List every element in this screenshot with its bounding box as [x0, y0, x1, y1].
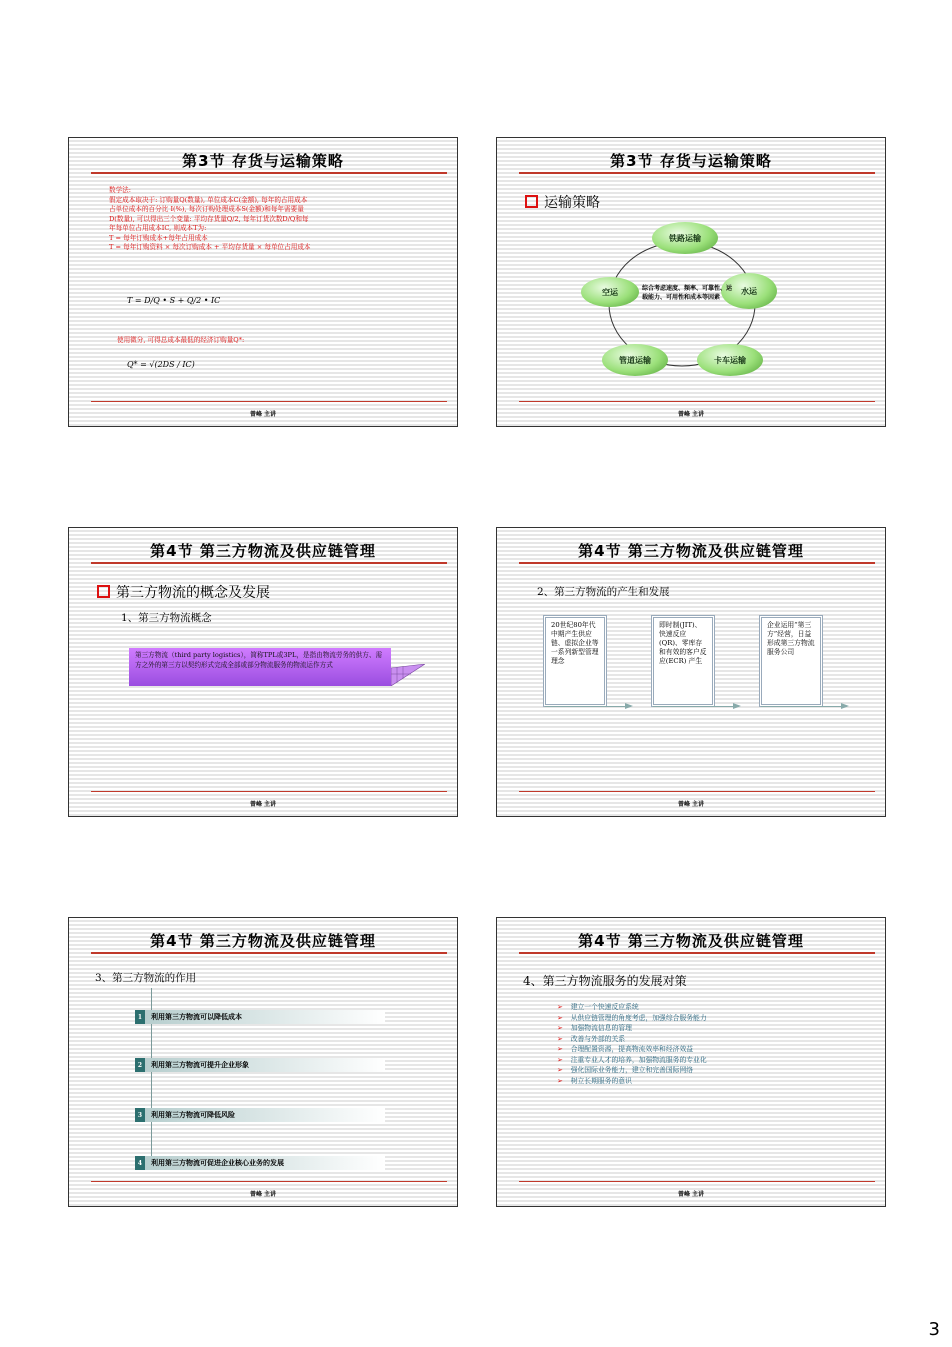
grid-corner-decoration — [391, 664, 425, 686]
text-line: 数学法: — [109, 186, 132, 194]
text-line: T = 每年订购成本+每年占用成本 — [109, 233, 208, 242]
text-line: 年每单位占用成本IC, 则成本T为: — [109, 224, 207, 232]
footer: 曾峰 主讲 — [249, 411, 277, 418]
footer: 曾峰 主讲 — [677, 801, 705, 808]
slide-4 — [496, 527, 886, 817]
title-divider — [91, 952, 447, 954]
slide-title: 第3节 存货与运输策略 — [610, 152, 772, 170]
subheading: 2、第三方物流的产生和发展 — [537, 586, 670, 598]
title-divider — [519, 952, 875, 954]
list-item: ➢ 从供应链管理的角度考虑，加强综合服务能力 — [557, 1013, 707, 1024]
water-transport-node: 水运 — [721, 273, 777, 309]
title-divider — [91, 172, 447, 174]
truck-transport-node: 卡车运输 — [697, 344, 763, 376]
footer-divider — [519, 1181, 875, 1182]
section-heading: 第三方物流的概念及发展 — [97, 582, 270, 602]
rail-transport-node: 铁路运输 — [652, 222, 718, 254]
footer-divider — [91, 401, 447, 402]
list-item: ➢ 改善与外部的关系 — [557, 1034, 707, 1045]
footer: 曾峰 主讲 — [677, 411, 705, 418]
role-item: 4 利用第三方物流可促进企业核心业务的发展 — [135, 1156, 385, 1170]
role-item: 2 利用第三方物流可提升企业形象 — [135, 1058, 385, 1072]
arrow-right-icon — [545, 706, 631, 707]
slide-title: 第4节 第三方物流及供应链管理 — [150, 542, 376, 560]
development-stage-box: 20世纪80年代中期产生供应链、虚拟企业等一系列新型管理理念 — [543, 615, 607, 707]
title-divider — [519, 172, 875, 174]
list-item: ➢ 树立长期服务的意识 — [557, 1076, 707, 1087]
slide-title: 第3节 存货与运输策略 — [182, 152, 344, 170]
eoq-formula: Q* = √(2DS / IC) — [127, 360, 195, 369]
slide-5 — [68, 917, 458, 1207]
list-item: ➢ 建立一个快速反应系统 — [557, 1002, 707, 1013]
text-line: 假定成本取决于: 订购量Q(数量), 单位成本C(金额), 每年的占用成本 — [109, 195, 308, 204]
text-line: T = 每年订购资料 × 每次订购成本 + 平均存货量 × 每单位占用成本 — [109, 243, 311, 251]
footer-divider — [91, 791, 447, 792]
center-description: 综合考虑速度、频率、可靠性、运载能力、可用性和成本等因素 — [642, 285, 733, 301]
slide-3 — [68, 527, 458, 817]
strategy-list — [557, 1002, 707, 1086]
footer-divider — [91, 1181, 447, 1182]
slide-6 — [496, 917, 886, 1207]
footer: 曾峰 主讲 — [249, 801, 277, 808]
air-transport-node: 空运 — [581, 277, 639, 307]
list-item: ➢ 加强物流信息的管理 — [557, 1023, 707, 1034]
tpl-definition-box: 第三方物流（third party logistics），简称TPL或3PL，是指由物流劳务的供方、需方之外的第三方以契约形式完成全部或部分物流服务的物流运作方式 — [129, 648, 391, 686]
subheading: 1、第三方物流概念 — [121, 612, 212, 624]
development-stage-box: 企业运用“第三方”经营，日益形成第三方物流服务公司 — [759, 615, 823, 707]
differential-note: 使用微分, 可得总成本最低的经济订购量Q*: — [117, 336, 245, 344]
section-heading: 运输策略 — [525, 192, 600, 212]
page-number: 3 — [928, 1319, 940, 1340]
development-stage-box: 即时制(JIT)、快速反应(QR)、零库存和有效的客户反应(ECR) 产生 — [651, 615, 715, 707]
role-item: 3 利用第三方物流可降低风险 — [135, 1108, 385, 1122]
square-bullet-icon — [525, 195, 538, 208]
text-line: 占单位成本的百分比 I(%), 每次订购处理成本S(金额)和每年需要量 — [109, 205, 304, 213]
text-line: D(数量), 可以得出三个变量: 平均存货量Q/2, 每年订货次数D/Q和每 — [109, 214, 309, 223]
arrow-right-icon — [761, 706, 847, 707]
footer: 曾峰 主讲 — [249, 1191, 277, 1198]
slide-2 — [496, 137, 886, 427]
footer-divider — [519, 791, 875, 792]
slide-title: 第4节 第三方物流及供应链管理 — [578, 542, 804, 560]
list-item: ➢ 注重专业人才的培养，加强物流服务的专业化 — [557, 1055, 707, 1066]
subheading: 3、第三方物流的作用 — [95, 972, 197, 984]
arrow-right-icon — [653, 706, 739, 707]
footer: 曾峰 主讲 — [677, 1191, 705, 1198]
title-divider — [91, 562, 447, 564]
list-item: ➢ 合理配置资源，提高物流效率和经济效益 — [557, 1044, 707, 1055]
square-bullet-icon — [97, 585, 110, 598]
role-item: 1 利用第三方物流可以降低成本 — [135, 1010, 385, 1024]
footer-divider — [519, 401, 875, 402]
slide-1 — [68, 137, 458, 427]
slide-title: 第4节 第三方物流及供应链管理 — [578, 932, 804, 950]
subheading: 4、第三方物流服务的发展对策 — [523, 974, 687, 988]
list-item: ➢ 强化国际业务能力，建立和完善国际网络 — [557, 1065, 707, 1076]
slide-title: 第4节 第三方物流及供应链管理 — [150, 932, 376, 950]
cost-formula: T = D/Q • S + Q/2 • IC — [127, 296, 221, 305]
math-method-text — [109, 186, 439, 253]
title-divider — [519, 562, 875, 564]
pipeline-transport-node: 管道运输 — [602, 344, 668, 376]
